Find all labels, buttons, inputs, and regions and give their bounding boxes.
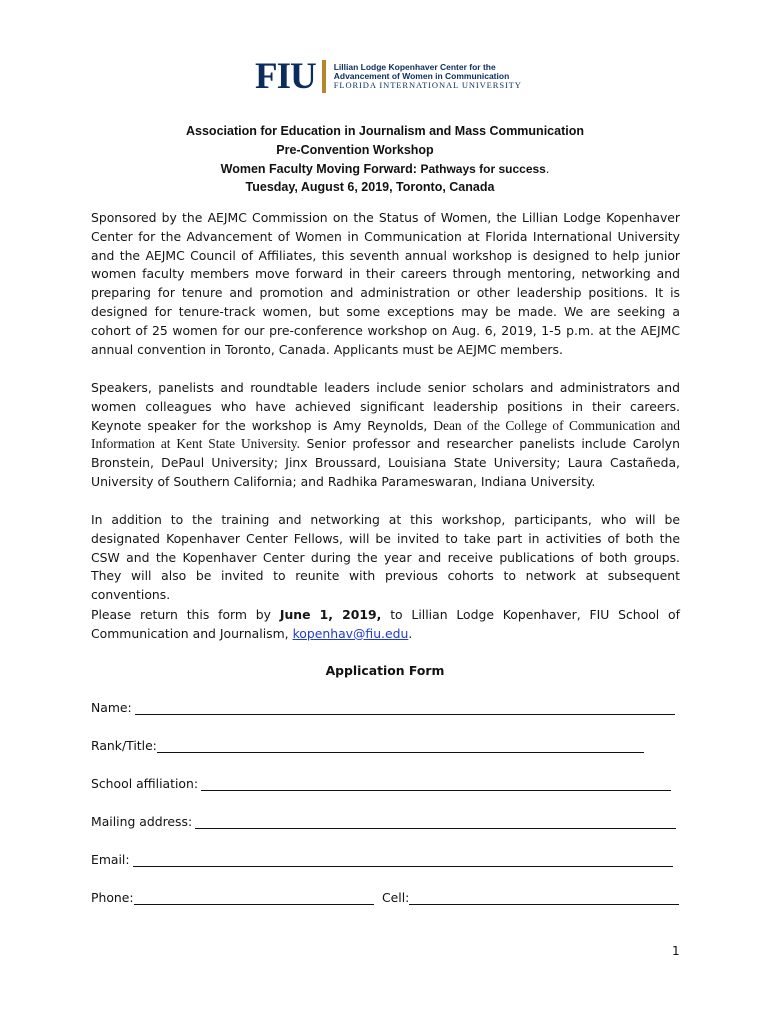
phone-line[interactable]	[134, 891, 374, 905]
email-label: Email:	[91, 852, 130, 867]
rank-line[interactable]	[157, 739, 644, 753]
logo-text	[334, 63, 522, 91]
theme-subtitle: Pathways for success	[420, 162, 546, 176]
phone-field[interactable]	[91, 890, 374, 905]
return-text-a: Please return this form by	[91, 607, 272, 622]
fiu-logo	[255, 58, 522, 95]
name-label: Name:	[91, 700, 132, 715]
logo-divider	[322, 60, 326, 93]
speakers-paragraph	[91, 379, 680, 492]
return-paragraph	[91, 606, 680, 644]
mailing-address-field[interactable]	[91, 814, 676, 829]
logo-line-1: Lillian Lodge Kopenhaver Center for the	[333, 61, 496, 72]
name-line[interactable]	[135, 701, 675, 715]
mailing-line[interactable]	[195, 815, 676, 829]
speakers-text-a: Speakers, panelists and roundtable leaders include senior scholars and administrators and women colleagues who have achieved significant leadership positions in their careers. Keynote speaker for the workshop is Amy Reynolds,	[91, 380, 680, 433]
contact-email-link[interactable]: kopenhav@fiu.edu	[292, 625, 409, 641]
theme-title: Women Faculty Moving Forward:	[220, 162, 417, 176]
speakers-text-c: Senior professor and researcher panelists include Carolyn Bronstein, DePaul University; Jinx Broussard, Louisiana State University; Laura Castañeda, University of Southern California; and Radhika Parameswaran, Indiana University.	[91, 436, 680, 489]
return-text-b: to Lillian Lodge Kopenhaver, FIU School of Communication and Journalism,	[91, 607, 680, 641]
date-heading: Tuesday, August 6, 2019, Toronto, Canada	[245, 180, 495, 194]
cell-field[interactable]	[382, 890, 679, 905]
intro-paragraph: Sponsored by the AEJMC Commission on the Status of Women, the Lillian Lodge Kopenhaver Center for the Advancement of Women in Communication at Florida International University and the AEJMC Council of Affiliates, this seventh annual workshop is designed to help junior women faculty members move forward in their careers through mentoring, networking and preparing for tenure and promotion and administration or other leadership positions. It is designed for tenure-track women, but some exceptions may be made. We are seeking a cohort of 25 women for our pre-conference workshop on Aug. 6, 2019, 1-5 p.m. at the AEJMC annual convention in Toronto, Canada. Applicants must be AEJMC members.	[91, 210, 680, 357]
org-heading: Association for Education in Journalism and Mass Communication	[186, 124, 584, 138]
fellows-paragraph: In addition to the training and networking at this workshop, participants, who will be designated Kopenhaver Center Fellows, will be invited to take part in activities of both the CSW and the Kopenhaver Center during the year and receive publications of both groups. They will also be invited to reunite with previous cohorts to network at subsequent conventions.	[91, 512, 680, 603]
email-line[interactable]	[133, 853, 673, 867]
rank-field[interactable]	[91, 738, 644, 753]
school-field[interactable]	[91, 776, 671, 791]
school-line[interactable]	[201, 777, 671, 791]
phone-label: Phone:	[91, 890, 134, 905]
theme-end: .	[545, 162, 550, 176]
rank-label: Rank/Title:	[91, 738, 157, 753]
event-heading: Pre-Convention Workshop	[276, 143, 434, 157]
mailing-label: Mailing address:	[91, 814, 193, 829]
cell-line[interactable]	[409, 891, 679, 905]
keynote-affiliation: Dean of the College of Communication and Information at Kent State University.	[91, 417, 680, 452]
page-number: 1	[672, 944, 680, 958]
logo-line-2: Advancement of Women in Communication	[333, 70, 510, 81]
fiu-logo-mark: FIU	[255, 56, 316, 97]
email-field[interactable]	[91, 852, 673, 867]
return-text-end: .	[408, 625, 413, 641]
school-label: School affiliation:	[91, 776, 199, 791]
theme-heading	[0, 162, 770, 176]
deadline-date: June 1, 2019,	[279, 607, 382, 622]
application-form-title: Application Form	[325, 663, 445, 678]
cell-label: Cell:	[382, 890, 410, 905]
name-field[interactable]	[91, 700, 675, 715]
logo-line-3: FLORIDA INTERNATIONAL UNIVERSITY	[333, 80, 522, 91]
